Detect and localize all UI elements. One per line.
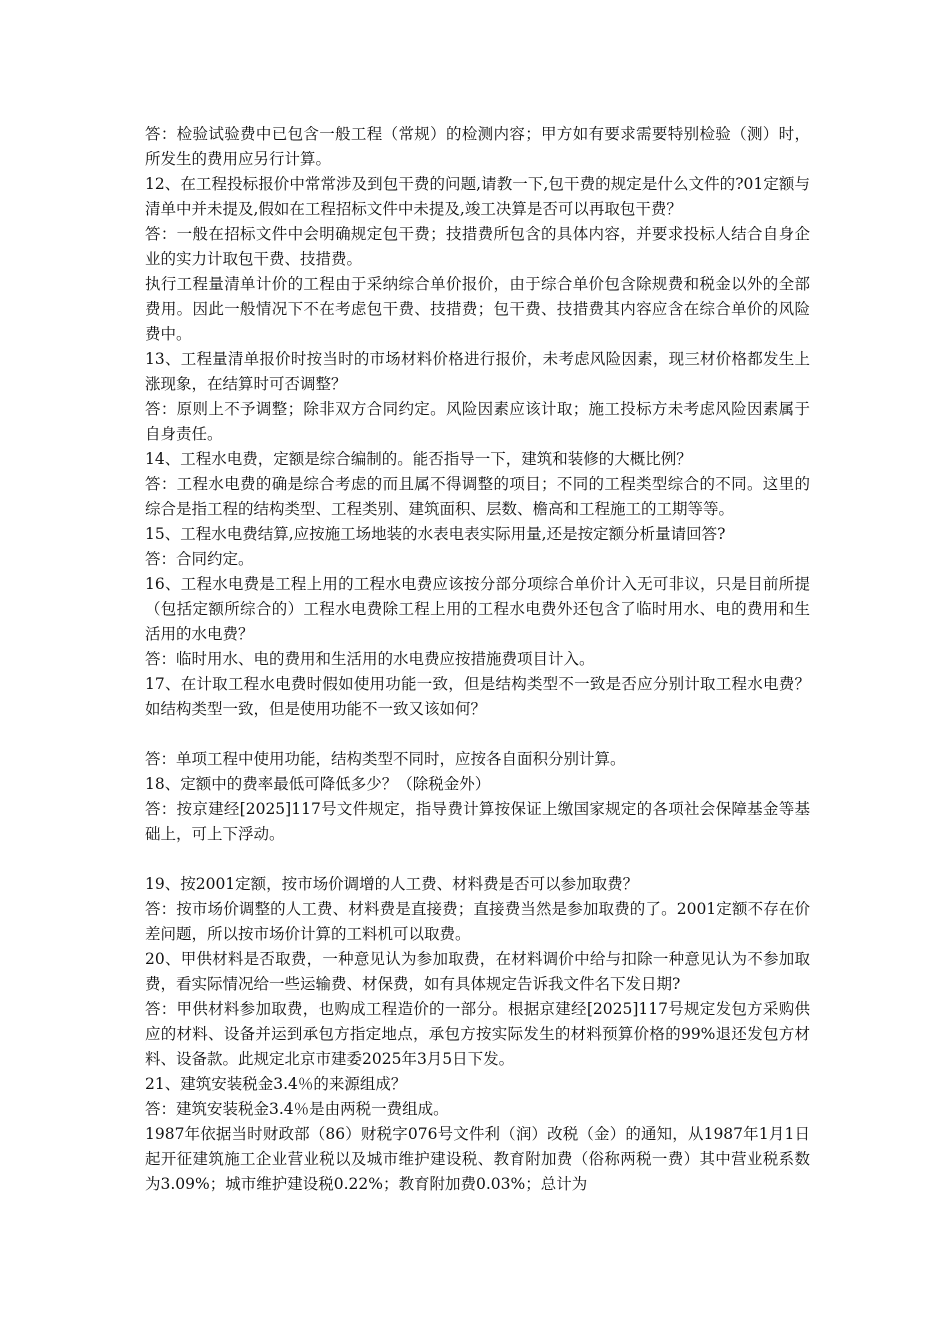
paragraph-answer-13: 答：原则上不予调整；除非双方合同约定。风险因素应该计取；施工投标方未考虑风险因素属于自身责任。: [145, 400, 810, 443]
paragraph-question-14: 14、工程水电费，定额是综合编制的。能否指导一下，建筑和装修的大概比例？: [145, 450, 692, 468]
paragraph-question-12: 12、在工程投标报价中常常涉及到包干费的问题,请教一下,包干费的规定是什么文件的?01定额与清单中并未提及,假如在工程招标文件中未提及,竣工决算是否可以再取包干费？: [145, 175, 810, 218]
paragraph-question-17: 17、在计取工程水电费时假如使用功能一致，但是结构类型不一致是否应分别计取工程水电费？如结构类型一致，但是使用功能不一致又该如何？: [145, 675, 810, 718]
paragraph-answer-15: 答：合同约定。: [145, 550, 254, 568]
paragraph-answer-12: 答：一般在招标文件中会明确规定包干费；技措费所包含的具体内容，并要求投标人结合自身企业的实力计取包干费、技措费。: [145, 225, 810, 268]
blank-line: [145, 722, 810, 747]
paragraph-question-19: 19、按2001定额，按市场价调增的人工费、材料费是否可以参加取费？: [145, 875, 639, 893]
paragraph-answer-17: 答：单项工程中使用功能，结构类型不同时，应按各自面积分别计算。: [145, 750, 626, 768]
paragraph-question-18: 18、定额中的费率最低可降低多少？（除税金外）: [145, 775, 491, 793]
blank-line: [145, 847, 810, 872]
paragraph-question-21: 21、建筑安装税金3.4％的来源组成？: [145, 1075, 407, 1093]
paragraph-answer-12-detail: 执行工程量清单计价的工程由于采纳综合单价报价，由于综合单价包含除规费和税金以外的全部费用。因此一般情况下不在考虑包干费、技措费；包干费、技措费其内容应含在综合单价的风险费中。: [145, 275, 810, 343]
paragraph-question-13: 13、工程量清单报价时按当时的市场材料价格进行报价，未考虑风险因素，现三材价格都发生上涨现象，在结算时可否调整？: [145, 350, 810, 393]
paragraph-answer-11: 答：检验试验费中已包含一般工程（常规）的检测内容；甲方如有要求需要特别检验（测）时，所发生的费用应另行计算。: [145, 125, 810, 168]
paragraph-answer-16: 答：临时用水、电的费用和生活用的水电费应按措施费项目计入。: [145, 650, 595, 668]
paragraph-answer-21-detail: 1987年依据当时财政部（86）财税字076号文件利（润）改税（金）的通知，从1987年1月1日起开征建筑施工企业营业税以及城市维护建设税、教育附加费（俗称两税一费）其中营业税系数为3.09%；城市维护建设税0.22%；教育附加费0.03%；总计为: [145, 1125, 810, 1193]
paragraph-question-16: 16、工程水电费是工程上用的工程水电费应该按分部分项综合单价计入无可非议，只是目前所提（包括定额所综合的）工程水电费除工程上用的工程水电费外还包含了临时用水、电的费用和生活用的水电费？: [145, 575, 810, 643]
paragraph-answer-19: 答：按市场价调整的人工费、材料费是直接费；直接费当然是参加取费的了。2001定额不存在价差问题，所以按市场价计算的工料机可以取费。: [145, 900, 810, 943]
document-body: [145, 122, 810, 1197]
paragraph-question-15: 15、工程水电费结算,应按施工场地装的水表电表实际用量,还是按定额分析量请回答?: [145, 525, 726, 543]
paragraph-answer-21: 答：建筑安装税金3.4％是由两税一费组成。: [145, 1100, 449, 1118]
paragraph-answer-18: 答：按京建经[2025]117号文件规定，指导费计算按保证上缴国家规定的各项社会保障基金等基础上，可上下浮动。: [145, 800, 810, 843]
paragraph-answer-14: 答：工程水电费的确是综合考虑的而且属不得调整的项目；不同的工程类型综合的不同。这里的综合是指工程的结构类型、工程类别、建筑面积、层数、檐高和工程施工的工期等等。: [145, 475, 810, 518]
paragraph-answer-20: 答：甲供材料参加取费，也购成工程造价的一部分。根据京建经[2025]117号规定发包方采购供应的材料、设备并运到承包方指定地点，承包方按实际发生的材料预算价格的99%退还发包方材料、设备款。此规定北京市建委2025年3月5日下发。: [145, 1000, 810, 1068]
paragraph-question-20: 20、甲供材料是否取费，一种意见认为参加取费，在材料调价中给与扣除一种意见认为不参加取费，看实际情况给一些运输费、材保费，如有具体规定告诉我文件名下发日期?: [145, 950, 810, 993]
